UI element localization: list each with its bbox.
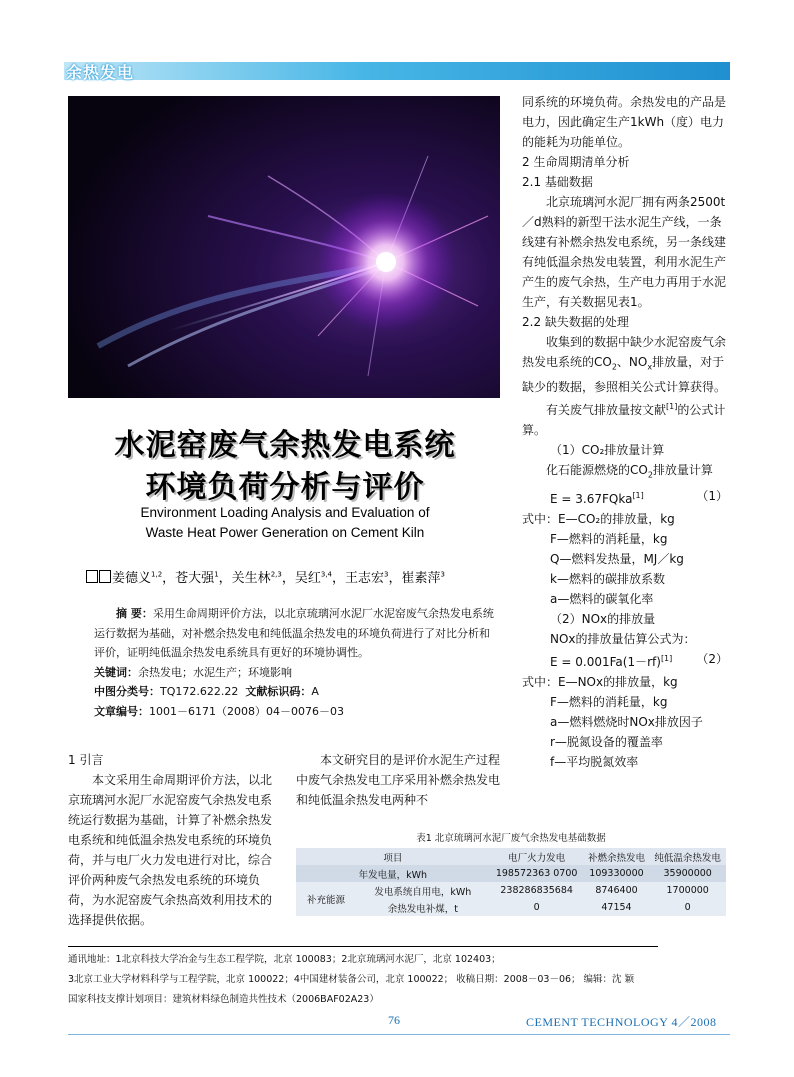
footnote-line-1: 通讯地址：1北京科技大学冶金与生态工程学院，北京 100083；2北京琉璃河水泥厂，北京 102403； bbox=[68, 954, 501, 965]
section-1-heading: 1 引言 bbox=[68, 753, 104, 767]
table-row-label: 年发电量，kWh bbox=[296, 865, 490, 882]
data-table bbox=[296, 848, 726, 916]
author-separator: ， bbox=[281, 571, 295, 586]
author-name: 姜德义 bbox=[112, 571, 152, 586]
s22-text-c: 排放量，对于缺少的数据，参照相关公式计算获得。 bbox=[522, 355, 727, 395]
formula-1-var-1: Q—燃料发热量，MJ／kg bbox=[550, 551, 684, 566]
section-1-left bbox=[68, 750, 276, 930]
author-affiliation: 1,2 bbox=[151, 570, 163, 579]
author-line bbox=[86, 567, 445, 586]
article-number bbox=[94, 702, 500, 722]
author-name: 苍大强 bbox=[175, 571, 215, 586]
title-en-line1: Environment Loading Analysis and Evaluation of bbox=[140, 505, 430, 520]
formula-2-sup: [1] bbox=[660, 653, 673, 663]
clc-label: 中图分类号： bbox=[94, 685, 160, 698]
author-list bbox=[112, 571, 445, 586]
table-cell: 0 bbox=[490, 899, 584, 916]
formula-1-var-3: a—燃料的碳氧化率 bbox=[550, 591, 654, 606]
author-separator: ， bbox=[162, 571, 176, 586]
abstract-body: 采用生命周期评价方法，以北京琉璃河水泥厂水泥窑废气余热发电系统运行数据为基础，对补燃余热发电和纯低温余热发电的环境负荷进行了对比分析和评价，证明纯低温余热发电系统具有更好的环境协调性。 bbox=[94, 607, 494, 659]
right-column bbox=[522, 92, 728, 772]
author-name: 吴红 bbox=[294, 571, 321, 586]
s22-ref-sup: [1] bbox=[666, 402, 678, 412]
table-cell: 47154 bbox=[584, 899, 650, 916]
title-en-line2: Waste Heat Power Generation on Cement Kiln bbox=[145, 525, 425, 540]
formula-1-expr: E = 3.67FQka bbox=[550, 491, 633, 506]
author-separator: ， bbox=[218, 571, 232, 586]
author-name: 关生林 bbox=[231, 571, 271, 586]
abstract-text bbox=[94, 604, 500, 663]
table-cell: 0 bbox=[649, 899, 726, 916]
formula-2-heading: （2）NOx的排放量 bbox=[550, 611, 656, 626]
keywords-label: 关键词： bbox=[94, 665, 138, 679]
formula-2 bbox=[522, 649, 728, 672]
formula-2-where: 式中：E—NOx的排放量，kg bbox=[522, 674, 678, 689]
keywords-value: 余热发电；水泥生产；环境影响 bbox=[138, 665, 292, 679]
table-row-label: 余热发电补煤，t bbox=[356, 899, 490, 916]
author-affiliation: 2,3 bbox=[270, 570, 282, 579]
doc-code-label: 文献标识码： bbox=[245, 685, 312, 698]
article-value: 1001－6171（2008）04－0076－03 bbox=[149, 704, 344, 718]
table-cell: 8746400 bbox=[584, 882, 650, 899]
table-header-cell: 电厂火力发电 bbox=[490, 848, 584, 865]
formula-1-where: 式中：E—CO₂的排放量，kg bbox=[522, 511, 675, 526]
formula-1-number: （1） bbox=[696, 488, 728, 503]
table-row bbox=[296, 882, 726, 899]
author-name: 王志宏 bbox=[345, 571, 385, 586]
section-2-heading: 2 生命周期清单分析 bbox=[522, 155, 630, 169]
s22-ref-b: 的公式计算。 bbox=[522, 403, 726, 438]
formula-2-var-3: f—平均脱氮效率 bbox=[550, 754, 639, 769]
table-caption: 表1 北京琉璃河水泥厂废气余热发电基础数据 bbox=[416, 833, 606, 844]
journal-name: CEMENT TECHNOLOGY 4／2008 bbox=[526, 1015, 717, 1029]
section-2-1-heading: 2.1 基础数据 bbox=[522, 175, 593, 189]
section-2-1-paragraph: 北京琉璃河水泥厂拥有两条2500t／d熟料的新型干法水泥生产线，一条线建有补燃余热发电系统，另一条线建有纯低温余热发电装置，利用水泥生产产生的废气余热，生产电力再用于水泥生产，有关数据见表1。 bbox=[522, 195, 727, 309]
section-2-2-paragraph: 收集到的数据中缺少水泥窑废气余热发电系统的$CO_2$、$NO_x$排放量，对于缺少的数据，参照相关公式计算获得。 bbox=[522, 335, 727, 395]
s22-text-b: 、NO bbox=[616, 355, 648, 369]
cover-image bbox=[68, 96, 500, 398]
author-affiliation: 3 bbox=[384, 570, 389, 579]
right-top-paragraph: 同系统的环境负荷。余热发电的产品是电力，因此确定生产1kWh（度）电力的能耗为功能单位。 bbox=[522, 95, 727, 149]
formula-2-var-1: a—燃料燃烧时NOx排放因子 bbox=[550, 714, 703, 729]
title-cn-line2: 环境负荷分析与评价 bbox=[145, 470, 425, 505]
article-label: 文章编号： bbox=[94, 704, 149, 718]
formula-2-number: （2） bbox=[696, 651, 728, 666]
table-cell: 1700000 bbox=[649, 882, 726, 899]
formula-1-intro: 化石能源燃烧的$CO_2$排放量计算 bbox=[546, 463, 713, 480]
formula-1-var-2: k—燃料的碳排放系数 bbox=[550, 571, 665, 586]
footer-divider bbox=[68, 1034, 730, 1035]
table-cell: 198572363 0700 bbox=[490, 865, 584, 882]
author-affiliation: 1 bbox=[214, 570, 219, 579]
table-row-label: 发电系统自用电，kWh bbox=[356, 882, 490, 899]
section-1-middle: 本文研究目的是评价水泥生产过程中废气余热发电工序采用补燃余热发电和纯低温余热发电两种不 bbox=[296, 753, 501, 807]
table-row bbox=[296, 899, 726, 916]
doc-code-value: A bbox=[311, 685, 319, 698]
table-row bbox=[296, 865, 726, 882]
section-1-paragraph: 本文采用生命周期评价方法，以北京琉璃河水泥厂水泥窑废气余热发电系统运行数据为基础，计算了补燃余热发电系统和纯低温余热发电系统的环境负荷，并与电厂火力发电进行对比，综合评价两种废气余热发电系统的环境负荷，为水泥窑废气余热高效利用技术的选择提供依据。 bbox=[68, 773, 273, 927]
section-tag: 余热发电 bbox=[66, 63, 135, 82]
title-cn-line1: 水泥窑废气余热发电系统 bbox=[114, 428, 456, 463]
table-cell: 35900000 bbox=[649, 865, 726, 882]
author-affiliation: 3,4 bbox=[320, 570, 332, 579]
clc-value: TQ172.622.22 bbox=[160, 685, 239, 698]
table-header-cell: 纯低温余热发电 bbox=[649, 848, 726, 865]
author-separator: ， bbox=[388, 571, 402, 586]
table-cell: 109330000 bbox=[584, 865, 650, 882]
keywords bbox=[94, 663, 500, 683]
author-separator: ， bbox=[332, 571, 346, 586]
header-band bbox=[64, 62, 730, 80]
section-2-2-heading: 2.2 缺失数据的处理 bbox=[522, 315, 629, 329]
clc-number bbox=[94, 682, 500, 702]
f1-intro-a: 化石能源燃烧的CO bbox=[546, 463, 648, 478]
formula-1-var-0: F—燃料的消耗量，kg bbox=[550, 531, 668, 546]
footnote-line-2: 3北京工业大学材料科学与工程学院，北京 100022；4中国建材装备公司，北京 100022； 收稿日期：2008－03－06； 编辑：沈 颖 bbox=[68, 974, 635, 985]
author-name: 崔素萍 bbox=[401, 571, 441, 586]
formula-2-var-0: F—燃料的消耗量，kg bbox=[550, 694, 668, 709]
formula-1-sup: [1] bbox=[632, 490, 644, 500]
s22-ref-a: 有关废气排放量按文献 bbox=[546, 403, 667, 418]
formula-2-var-2: r—脱氮设备的覆盖率 bbox=[550, 734, 663, 749]
author-affiliation: 3 bbox=[440, 570, 445, 579]
s22-text-a: 收集到的数据中缺少水泥窑废气余热发电系统的CO bbox=[522, 335, 727, 369]
placeholder-box-icon bbox=[99, 570, 111, 583]
page-number: 76 bbox=[388, 1013, 400, 1027]
section-2-2-reference bbox=[522, 397, 728, 440]
placeholder-box-icon bbox=[86, 570, 98, 583]
light-burst-illustration bbox=[68, 96, 500, 398]
table-group-label: 补充能源 bbox=[296, 882, 356, 916]
abstract-label: 摘 要： bbox=[116, 607, 153, 620]
footnote-divider bbox=[68, 946, 658, 947]
table-header-row bbox=[296, 848, 726, 865]
abstract-block bbox=[94, 604, 500, 721]
table-header-cell: 项目 bbox=[296, 848, 490, 865]
table-header-cell: 补燃余热发电 bbox=[584, 848, 650, 865]
formula-1-heading: （1）CO₂排放量计算 bbox=[550, 443, 665, 458]
footnote-line-3: 国家科技支撑计划项目：建筑材料绿色制造共性技术（2006BAF02A23） bbox=[68, 994, 379, 1005]
f1-intro-b: 排放量计算 bbox=[652, 463, 713, 478]
table-cell: 238286835684 bbox=[490, 882, 584, 899]
formula-2-intro: NOx的排放量估算公式为： bbox=[550, 631, 696, 646]
formula-1 bbox=[522, 486, 728, 509]
formula-2-expr: E = 0.001Fa(1－rf) bbox=[550, 654, 661, 669]
